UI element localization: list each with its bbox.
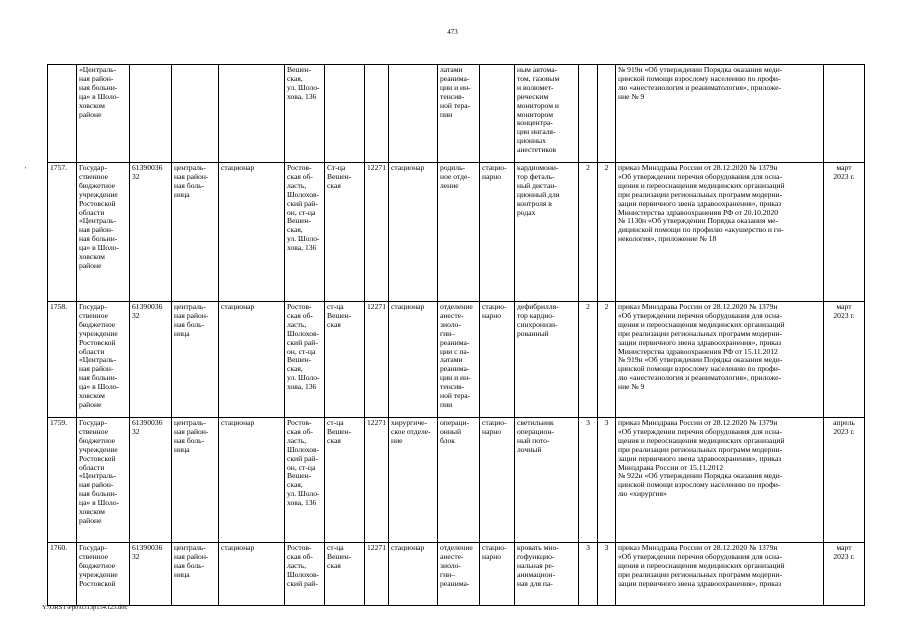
cell-condition: стационар	[389, 163, 438, 302]
cell-address: Ростов- ская об- ласть, Шолохов- ский рай- он, ст-ца Вешен- ская, ул. Шоло- хова, 136	[285, 302, 325, 418]
table-row-continuation	[48, 65, 865, 163]
cell-num: 1758.	[48, 302, 77, 418]
cell-oktmo: 12271	[365, 302, 389, 418]
cell-address: Ростов- ская об- ласть, Шолохов- ский рай- он, ст-ца Вешен- ская, ул. Шоло- хова, 136	[285, 418, 325, 543]
cell-oktmo: 12271	[365, 543, 389, 606]
cell-qty1: 3	[579, 418, 598, 543]
table-body	[48, 65, 865, 606]
cell-code	[130, 65, 172, 163]
cell-settlement: ст-ца Вешен- ская	[325, 543, 365, 606]
cell-oktmo: 12271	[365, 163, 389, 302]
equipment-table	[47, 64, 865, 606]
footer-file-path: Y:\ORST\Ppo\0313p154.f23.doc	[42, 604, 128, 611]
cell-condition: стационар	[389, 302, 438, 418]
cell-facility: централь- ная район- ная боль- ница	[172, 418, 219, 543]
cell-facility: централь- ная район- ная боль- ница	[172, 163, 219, 302]
cell-address: Ростов- ская об- ласть, Шолохов- ский рай-	[285, 543, 325, 606]
cell-date: март 2023 г.	[824, 163, 865, 302]
cell-date: март 2023 г.	[824, 302, 865, 418]
cell-num: 1759.	[48, 418, 77, 543]
cell-address: Вешен- ская, ул. Шоло- хова, 136	[285, 65, 325, 163]
cell-qty2	[598, 65, 616, 163]
cell-settlement	[325, 65, 365, 163]
cell-qty2: 3	[598, 543, 616, 606]
cell-condition	[389, 65, 438, 163]
cell-org: Государ- ственное бюджетное учреждение Ростовской области «Централь- ная район- ная больни- ца» в Шоло- ховском районе	[77, 302, 130, 418]
cell-unit: латами реанима- ции и ин- тенсив- ной тера- пии	[438, 65, 480, 163]
cell-equipment: кровать мно- гофункцио- нальная ре- анимацион- ная для па-	[515, 543, 579, 606]
cell-date: апрель 2023 г.	[824, 418, 865, 543]
cell-facility: централь- ная район- ная боль- ница	[172, 302, 219, 418]
cell-code: 61390036 32	[130, 418, 172, 543]
cell-care: стационар	[219, 418, 285, 543]
cell-address: Ростов- ская об- ласть, Шолохов- ский рай- он, ст-ца Вешен- ская, ул. Шоло- хова, 136	[285, 163, 325, 302]
cell-basis: № 919н «Об утверждении Порядка оказания меди- цинской помощи взрослому населению по профи- лю «анестезиология и реаниматология», приложе- ние № 9	[616, 65, 824, 163]
cell-mode: стацио- нарно	[480, 302, 515, 418]
cell-equipment: светильник операцион- ный пото- лочный	[515, 418, 579, 543]
cell-oktmo	[365, 65, 389, 163]
cell-qty2: 3	[598, 418, 616, 543]
table-row	[48, 163, 865, 302]
cell-num: 1757.	[48, 163, 77, 302]
cell-mode	[480, 65, 515, 163]
cell-code: 61390036 32	[130, 302, 172, 418]
cell-mode: стацио- нарно	[480, 543, 515, 606]
cell-date	[824, 65, 865, 163]
cell-org: Государ- ственное бюджетное учреждение Ростовской области «Централь- ная район- ная больни- ца» в Шоло- ховском районе	[77, 418, 130, 543]
cell-care	[219, 65, 285, 163]
table-row	[48, 543, 865, 606]
cell-qty1: 2	[579, 302, 598, 418]
cell-mode: стацио- нарно	[480, 163, 515, 302]
cell-qty2: 2	[598, 163, 616, 302]
cell-num: 1760.	[48, 543, 77, 606]
cell-care: стационар	[219, 163, 285, 302]
cell-settlement: Ст-ца Вешен- ская	[325, 163, 365, 302]
cell-equipment: кардиомони- тор феталь- ный дистан- ционный для контроля в родах	[515, 163, 579, 302]
cell-facility	[172, 65, 219, 163]
table-row	[48, 302, 865, 418]
margin-mark: '	[25, 166, 27, 174]
cell-basis: приказ Минздрава России от 28.12.2020 № 1379н «Об утверждении перечня оборудования для осна- щения и переоснащения медицинских организаций при реализации региональных программ модерни- зации первичного звена здравоохранения», приказ Министерства здравоохранения РФ от 20.10.2020 № 1130н «Об утверждении Порядка оказания ме- дицинской помощи по профилю «акушерство и ги- некология», приложение № 18	[616, 163, 824, 302]
cell-num	[48, 65, 77, 163]
cell-org: Государ- ственное бюджетное учреждение Ростовской	[77, 543, 130, 606]
cell-qty2: 2	[598, 302, 616, 418]
cell-oktmo: 12271	[365, 418, 389, 543]
cell-equipment: дефибрилля- тор кардио- синхронизи- рованный	[515, 302, 579, 418]
cell-basis: приказ Минздрава России от 28.12.2020 № 1379н «Об утверждении перечня оборудования для осна- щения и переоснащения медицинских организаций при реализации региональных программ модерни- зации первичного звена здравоохранения», приказ Минздрава России от 15.11.2012 № 922н «Об утверждении Порядка оказания меди- цинской помощи взрослому населению по профи- лю «хирургия»	[616, 418, 824, 543]
cell-equipment: ным автома- том, газовым и волюмет- рическим монитором и монитором концентра- ции ингаля- ционных анестетиков	[515, 65, 579, 163]
cell-facility: централь- ная район- ная боль- ница	[172, 543, 219, 606]
cell-qty1: 2	[579, 163, 598, 302]
cell-qty1: 3	[579, 543, 598, 606]
cell-care: стационар	[219, 543, 285, 606]
cell-code: 61390036 32	[130, 543, 172, 606]
cell-unit: родиль- ное отде- ление	[438, 163, 480, 302]
cell-qty1	[579, 65, 598, 163]
page-number: 473	[447, 28, 458, 36]
cell-care: стационар	[219, 302, 285, 418]
cell-basis: приказ Минздрава России от 28.12.2020 № 1379н «Об утверждении перечня оборудования для осна- щения и переоснащения медицинских организаций при реализации региональных программ модерни- зации первичного звена здравоохранения», приказ Министерства здравоохранения РФ от 15.11.2012 № 919н «Об утверждении Порядка оказания меди- цинской помощи взрослому населению по профи- лю «анестезиология и реаниматология», приложе- ние № 9	[616, 302, 824, 418]
cell-org: «Централь- ная район- ная больни- ца» в Шоло- ховском районе	[77, 65, 130, 163]
cell-mode: стацио- нарно	[480, 418, 515, 543]
cell-unit: операци- онный блок	[438, 418, 480, 543]
cell-condition: стационар	[389, 543, 438, 606]
cell-org: Государ- ственное бюджетное учреждение Ростовской области «Централь- ная район- ная больни- ца» в Шоло- ховском районе	[77, 163, 130, 302]
cell-code: 61390036 32	[130, 163, 172, 302]
cell-unit: отделение анесте- зиоло- гии– реанима-	[438, 543, 480, 606]
cell-unit: отделение анесте- зиоло- гии– реанима- ции с па- латами реанима- ции и ин- тенсив- ной тера- пии	[438, 302, 480, 418]
cell-date: март 2023 г.	[824, 543, 865, 606]
cell-condition: хирургиче- ское отделе- ние	[389, 418, 438, 543]
cell-settlement: ст-ца Вешен- ская	[325, 418, 365, 543]
cell-basis: приказ Минздрава России от 28.12.2020 № 1379н «Об утверждении перечня оборудования для осна- щения и переоснащения медицинских организаций при реализации региональных программ модерни- зации первичного звена здравоохранения», приказ	[616, 543, 824, 606]
cell-settlement: ст-ца Вешен- ская	[325, 302, 365, 418]
table-row	[48, 418, 865, 543]
